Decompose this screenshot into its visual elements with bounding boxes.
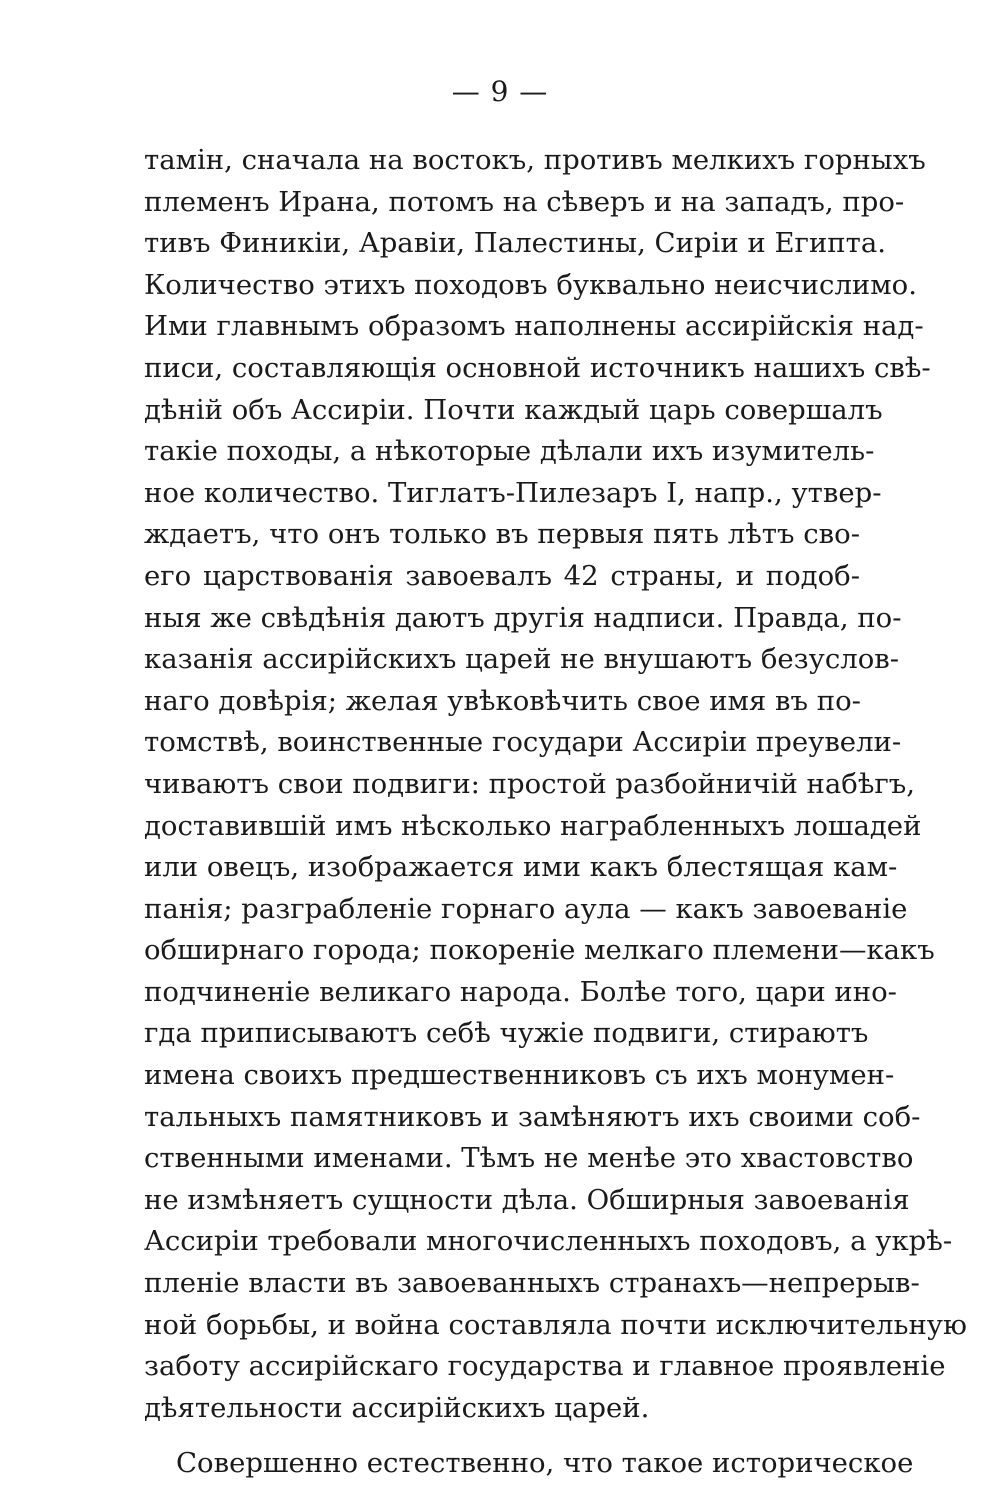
text-line: дѣятельности ассирійскихъ царей. bbox=[144, 1391, 650, 1424]
text-line: такіе походы, а нѣкоторые дѣлали ихъ изумитель- bbox=[144, 435, 875, 468]
text-line: Ассиріи требовали многочисленныхъ походовъ, а укрѣ- bbox=[144, 1225, 953, 1258]
text-line: наго довѣрія; желая увѣковѣчить свое имя въ по- bbox=[144, 684, 861, 717]
paragraph-2 bbox=[144, 1443, 914, 1485]
text-line: ное количество. Тиглатъ-Пилезаръ I, напр., утвер- bbox=[144, 476, 882, 509]
body-text bbox=[144, 140, 967, 1485]
text-line: подчиненіе великаго народа. Болѣе того, цари ино- bbox=[144, 975, 897, 1008]
text-line: обширнаго города; покореніе мелкаго племени—какъ bbox=[144, 934, 935, 967]
text-line: имена своихъ предшественниковъ съ ихъ монумен- bbox=[144, 1059, 895, 1092]
text-line: дѣній объ Ассиріи. Почти каждый царь совершалъ bbox=[144, 393, 883, 426]
text-line: тальныхъ памятниковъ и замѣняютъ ихъ своими соб- bbox=[144, 1100, 921, 1133]
text-line: томствѣ, воинственные государи Ассиріи преувели- bbox=[144, 726, 902, 759]
text-line: тамін, сначала на востокъ, противъ мелкихъ горныхъ bbox=[144, 144, 926, 176]
text-line: пленіе власти въ завоеванныхъ странахъ—непрерыв- bbox=[144, 1267, 920, 1300]
text-line: или овецъ, изображается ими какъ блестящая кам- bbox=[144, 851, 898, 884]
text-line: ждаетъ, что онъ только въ первыя пять лѣтъ сво- bbox=[144, 518, 860, 551]
text-line: Количество этихъ походовъ буквально неисчислимо. bbox=[144, 268, 917, 301]
text-line: не измѣняетъ сущности дѣла. Обширныя завоеванія bbox=[144, 1183, 910, 1216]
text-line: заботу ассирійскаго государства и главное проявленіе bbox=[144, 1350, 946, 1383]
text-line: ственными именами. Тѣмъ не менѣе это хвастовство bbox=[144, 1142, 914, 1175]
text-line: казанія ассирійскихъ царей не внушаютъ безуслов- bbox=[144, 643, 900, 676]
text-line: ныя же свѣдѣнія даютъ другія надписи. Правда, по- bbox=[144, 601, 902, 634]
text-line: Ими главнымъ образомъ наполнены ассирійскія над- bbox=[144, 310, 924, 343]
page-number: — 9 — bbox=[451, 75, 549, 108]
text-line: тивъ Финикіи, Аравіи, Палестины, Сиріи и Египта. bbox=[144, 227, 886, 260]
text-line: панія; разграбленіе горнаго аула — какъ завоеваніе bbox=[144, 892, 908, 925]
text-line: доставившій имъ нѣсколько награбленныхъ лошадей bbox=[144, 809, 922, 842]
text-line: гда приписываютъ себѣ чужіе подвиги, стираютъ bbox=[144, 1017, 869, 1050]
text-line: племенъ Ирана, потомъ на сѣверъ и на западъ, про- bbox=[144, 185, 905, 218]
text-line: ной борьбы, и война составляла почти исключительную bbox=[144, 1308, 967, 1341]
text-line: его царствованія завоевалъ 42 страны, и подоб- bbox=[144, 559, 860, 592]
paragraph-gap bbox=[144, 1429, 860, 1443]
paragraph-1 bbox=[144, 140, 967, 1429]
text-line: чиваютъ свои подвиги: простой разбойничій набѣгъ, bbox=[144, 767, 916, 800]
text-line: Совершенно естественно, что такое историческое bbox=[176, 1447, 914, 1480]
text-line: писи, составляющія основной источникъ нашихъ свѣ- bbox=[144, 351, 931, 384]
